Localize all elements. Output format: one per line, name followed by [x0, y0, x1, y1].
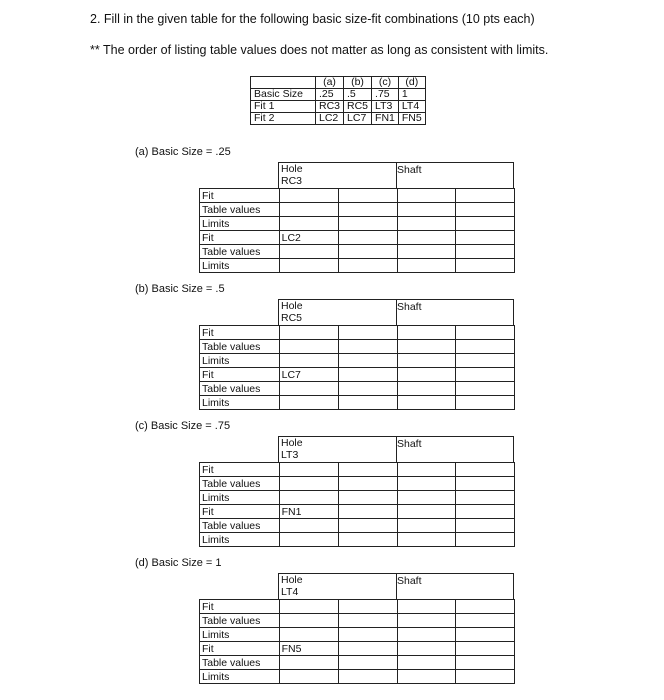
answer-cell[interactable] — [338, 396, 397, 410]
section-b-label: (b) Basic Size = .5 — [135, 283, 225, 295]
answer-cell[interactable] — [456, 203, 515, 217]
answer-cell[interactable] — [397, 382, 456, 396]
table-values-label: Table values — [200, 519, 280, 533]
summary-row-label: Fit 1 — [251, 101, 316, 113]
summary-header-b: (b) — [344, 77, 372, 89]
summary-cell: .75 — [372, 89, 399, 101]
limits-label: Limits — [200, 396, 280, 410]
shaft-fit-cell — [456, 642, 515, 656]
table-values-row — [200, 203, 515, 217]
answer-cell[interactable] — [456, 519, 515, 533]
fit1-value: RC5 — [281, 312, 303, 324]
summary-cell: RC3 — [316, 101, 344, 113]
answer-cell[interactable] — [338, 340, 397, 354]
shaft-fit-cell — [397, 505, 456, 519]
hole-header-cell — [279, 437, 397, 462]
fit2-row — [200, 505, 515, 519]
fit-row — [200, 189, 515, 203]
shaft-label: Shaft — [397, 164, 422, 176]
shaft-fit-cell — [397, 368, 456, 382]
hole-fit-cell — [338, 642, 397, 656]
answer-cell[interactable] — [456, 491, 515, 505]
hole-header-cell — [279, 574, 397, 599]
answer-cell[interactable] — [397, 670, 456, 684]
summary-header-row — [251, 77, 426, 89]
answer-cell[interactable] — [338, 533, 397, 547]
answer-cell[interactable] — [279, 614, 338, 628]
answer-cell[interactable] — [397, 533, 456, 547]
summary-cell: .5 — [344, 89, 372, 101]
fit-label: Fit — [200, 600, 280, 614]
answer-cell[interactable] — [397, 614, 456, 628]
table-values-label: Table values — [200, 340, 280, 354]
shaft-label: Shaft — [397, 301, 422, 313]
answer-cell[interactable] — [338, 477, 397, 491]
answer-cell[interactable] — [338, 519, 397, 533]
fit1-value: LT4 — [281, 586, 299, 598]
answer-cell[interactable] — [456, 614, 515, 628]
fit-label: Fit — [200, 326, 280, 340]
shaft-fit-cell — [397, 642, 456, 656]
hole-fit-cell — [279, 326, 338, 340]
answer-cell[interactable] — [397, 477, 456, 491]
answer-cell[interactable] — [456, 340, 515, 354]
table-values-label: Table values — [200, 245, 280, 259]
answer-cell[interactable] — [279, 217, 338, 231]
answer-cell[interactable] — [279, 477, 338, 491]
answer-cell[interactable] — [397, 340, 456, 354]
limits-row — [200, 396, 515, 410]
table-values-label: Table values — [200, 382, 280, 396]
answer-cell[interactable] — [456, 656, 515, 670]
summary-row-fit-1 — [251, 101, 426, 113]
shaft-fit-cell — [397, 326, 456, 340]
answer-cell[interactable] — [279, 491, 338, 505]
answer-cell[interactable] — [456, 259, 515, 273]
hole-fit-cell — [338, 368, 397, 382]
fit1-value: LT3 — [281, 449, 299, 461]
fit-label: Fit — [200, 505, 280, 519]
table-values-label: Table values — [200, 656, 280, 670]
summary-header-a: (a) — [316, 77, 344, 89]
summary-header-d: (d) — [398, 77, 425, 89]
section-b-grid — [199, 325, 515, 410]
shaft-fit-cell — [456, 368, 515, 382]
limits-row — [200, 491, 515, 505]
fit-label: Fit — [200, 642, 280, 656]
summary-table — [250, 76, 426, 125]
section-c-label: (c) Basic Size = .75 — [135, 420, 231, 432]
hole-fit-cell — [338, 189, 397, 203]
answer-cell[interactable] — [397, 519, 456, 533]
answer-cell[interactable] — [397, 245, 456, 259]
fit-label: Fit — [200, 189, 280, 203]
limits-row — [200, 217, 515, 231]
section-a-header — [278, 162, 514, 189]
answer-cell[interactable] — [279, 519, 338, 533]
answer-cell[interactable] — [338, 354, 397, 368]
hole-label: Hole — [281, 574, 303, 586]
summary-cell: LT4 — [398, 101, 425, 113]
limits-label: Limits — [200, 354, 280, 368]
answer-cell[interactable] — [338, 656, 397, 670]
answer-cell[interactable] — [397, 396, 456, 410]
answer-cell[interactable] — [279, 670, 338, 684]
answer-cell[interactable] — [338, 670, 397, 684]
limits-row — [200, 670, 515, 684]
shaft-fit-cell — [456, 231, 515, 245]
answer-cell[interactable] — [338, 217, 397, 231]
answer-cell[interactable] — [338, 628, 397, 642]
hole-header-cell — [279, 163, 397, 188]
fit2-row — [200, 231, 515, 245]
fit-label: Fit — [200, 463, 280, 477]
table-values-row — [200, 245, 515, 259]
section-d-label: (d) Basic Size = 1 — [135, 557, 222, 569]
summary-row-basic-size — [251, 89, 426, 101]
table-values-row — [200, 614, 515, 628]
section-c-grid — [199, 462, 515, 547]
summary-cell: LT3 — [372, 101, 399, 113]
answer-cell[interactable] — [456, 533, 515, 547]
shaft-label: Shaft — [397, 575, 422, 587]
answer-cell[interactable] — [456, 217, 515, 231]
summary-corner-cell — [251, 77, 316, 89]
answer-cell[interactable] — [279, 340, 338, 354]
shaft-fit-cell — [456, 189, 515, 203]
hole-label: Hole — [281, 163, 303, 175]
shaft-fit-cell — [397, 189, 456, 203]
answer-cell[interactable] — [338, 245, 397, 259]
hole-fit-cell — [338, 231, 397, 245]
summary-row-label: Basic Size — [251, 89, 316, 101]
summary-cell: FN1 — [372, 113, 399, 125]
summary-cell: .25 — [316, 89, 344, 101]
fit-label: Fit — [200, 231, 280, 245]
fit2-row — [200, 368, 515, 382]
hole-fit-cell — [279, 600, 338, 614]
answer-cell[interactable] — [279, 533, 338, 547]
answer-cell[interactable] — [338, 491, 397, 505]
table-values-label: Table values — [200, 614, 280, 628]
table-values-row — [200, 477, 515, 491]
section-d-grid — [199, 599, 515, 684]
hole-fit-cell — [338, 600, 397, 614]
answer-cell[interactable] — [397, 217, 456, 231]
limits-row — [200, 354, 515, 368]
limits-label: Limits — [200, 491, 280, 505]
hole-fit-cell — [338, 505, 397, 519]
answer-cell[interactable] — [279, 382, 338, 396]
hole-fit-cell — [338, 463, 397, 477]
section-c-header — [278, 436, 514, 463]
answer-cell[interactable] — [338, 382, 397, 396]
shaft-fit-cell — [397, 231, 456, 245]
section-b-header — [278, 299, 514, 326]
summary-cell: 1 — [398, 89, 425, 101]
summary-row-label: Fit 2 — [251, 113, 316, 125]
shaft-fit-cell — [456, 463, 515, 477]
hole-fit-cell — [279, 189, 338, 203]
limits-label: Limits — [200, 628, 280, 642]
shaft-fit-cell — [397, 463, 456, 477]
summary-cell: LC2 — [316, 113, 344, 125]
answer-cell[interactable] — [397, 656, 456, 670]
shaft-fit-cell — [456, 326, 515, 340]
answer-cell[interactable] — [279, 259, 338, 273]
question-note: ** The order of listing table values does not matter as long as consistent with limits. — [90, 43, 549, 57]
table-values-row — [200, 340, 515, 354]
question-title: 2. Fill in the given table for the following basic size-fit combinations (10 pts each) — [90, 12, 535, 26]
limits-row — [200, 259, 515, 273]
summary-cell: FN5 — [398, 113, 425, 125]
hole-label: Hole — [281, 300, 303, 312]
summary-header-c: (c) — [372, 77, 399, 89]
limits-label: Limits — [200, 217, 280, 231]
answer-cell[interactable] — [456, 396, 515, 410]
fit2-row — [200, 642, 515, 656]
answer-cell[interactable] — [279, 656, 338, 670]
answer-cell[interactable] — [279, 628, 338, 642]
answer-cell[interactable] — [456, 354, 515, 368]
fit-row — [200, 326, 515, 340]
answer-cell[interactable] — [279, 354, 338, 368]
hole-label: Hole — [281, 437, 303, 449]
answer-cell[interactable] — [397, 354, 456, 368]
fit2-value: FN5 — [279, 642, 338, 656]
summary-cell: LC7 — [344, 113, 372, 125]
shaft-fit-cell — [456, 505, 515, 519]
fit2-value: LC2 — [279, 231, 338, 245]
answer-cell[interactable] — [338, 203, 397, 217]
answer-cell[interactable] — [397, 259, 456, 273]
table-values-label: Table values — [200, 203, 280, 217]
answer-cell[interactable] — [456, 382, 515, 396]
fit2-value: LC7 — [279, 368, 338, 382]
table-values-row — [200, 382, 515, 396]
answer-cell[interactable] — [338, 614, 397, 628]
limits-row — [200, 628, 515, 642]
limits-label: Limits — [200, 670, 280, 684]
answer-cell[interactable] — [397, 628, 456, 642]
table-values-label: Table values — [200, 477, 280, 491]
answer-cell[interactable] — [279, 245, 338, 259]
summary-row-fit-2 — [251, 113, 426, 125]
answer-cell[interactable] — [456, 628, 515, 642]
hole-header-cell — [279, 300, 397, 325]
answer-cell[interactable] — [456, 670, 515, 684]
table-values-row — [200, 519, 515, 533]
shaft-fit-cell — [397, 600, 456, 614]
section-a-grid — [199, 188, 515, 273]
limits-row — [200, 533, 515, 547]
answer-cell[interactable] — [456, 477, 515, 491]
table-values-row — [200, 656, 515, 670]
fit-row — [200, 600, 515, 614]
section-a-label: (a) Basic Size = .25 — [135, 146, 231, 158]
limits-label: Limits — [200, 259, 280, 273]
limits-label: Limits — [200, 533, 280, 547]
answer-cell[interactable] — [456, 245, 515, 259]
answer-cell[interactable] — [279, 203, 338, 217]
answer-cell[interactable] — [338, 259, 397, 273]
fit-label: Fit — [200, 368, 280, 382]
fit-row — [200, 463, 515, 477]
fit1-value: RC3 — [281, 175, 303, 187]
shaft-label: Shaft — [397, 438, 422, 450]
section-d-header — [278, 573, 514, 600]
answer-cell[interactable] — [397, 203, 456, 217]
answer-cell[interactable] — [279, 396, 338, 410]
summary-cell: RC5 — [344, 101, 372, 113]
fit2-value: FN1 — [279, 505, 338, 519]
shaft-fit-cell — [456, 600, 515, 614]
hole-fit-cell — [338, 326, 397, 340]
answer-cell[interactable] — [397, 491, 456, 505]
hole-fit-cell — [279, 463, 338, 477]
